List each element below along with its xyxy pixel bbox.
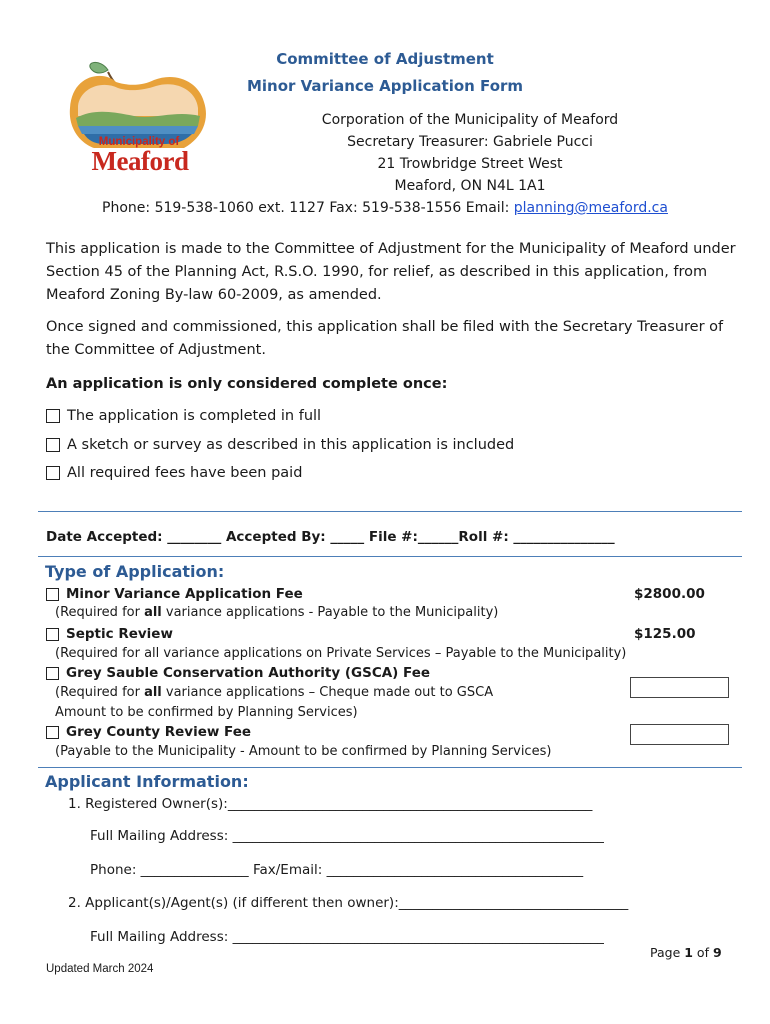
checklist-item-sketch[interactable] [46, 437, 514, 453]
fee-name: Grey County Review Fee [66, 724, 252, 740]
updated-date: Updated March 2024 [46, 963, 154, 975]
agent-mailing-address-field[interactable]: Full Mailing Address: _______________________________________________________ [90, 929, 604, 945]
registered-owner-field[interactable]: 1. Registered Owner(s):______________________________________________________ [68, 796, 593, 812]
contact-line [0, 197, 770, 219]
checkbox[interactable] [46, 409, 60, 423]
fee-gsca[interactable] [46, 665, 430, 681]
page-label: Page [650, 945, 685, 960]
owner-mailing-address-field[interactable]: Full Mailing Address: _______________________________________________________ [90, 828, 604, 844]
form-title-committee: Committee of Adjustment [276, 50, 494, 68]
section-divider [38, 511, 742, 512]
checkbox[interactable] [46, 628, 59, 641]
section-divider [38, 556, 742, 557]
complete-heading: An application is only considered complete once: [46, 376, 448, 392]
section-divider [38, 767, 742, 768]
logo-label-main: Meaford [91, 146, 189, 176]
intro-paragraph-1: This application is made to the Committee of Adjustment for the Municipality of Meaford under Section 45 of the Planning Act, R.S.O. 1990, for relief, as described in this application, from Meaford Zoning By-law 60-2009, as amended. [46, 241, 736, 303]
fee-note-gsca-amount: Amount to be confirmed by Planning Services) [55, 705, 358, 720]
fee-amount-septic: $125.00 [634, 626, 696, 642]
note-text: variance applications – Cheque made out to GSCA [161, 685, 494, 700]
fee-note-gsca [55, 685, 493, 700]
page-current: 1 [684, 945, 693, 960]
checklist-label: A sketch or survey as described in this application is included [67, 437, 515, 453]
fee-name: Minor Variance Application Fee [66, 586, 303, 602]
fee-grey-county[interactable] [46, 724, 251, 740]
grey-county-fee-input[interactable] [630, 724, 729, 745]
checkbox[interactable] [46, 667, 59, 680]
form-title-minor-variance: Minor Variance Application Form [246, 77, 524, 95]
applicant-information-heading: Applicant Information: [45, 772, 249, 791]
fee-note-septic: (Required for all variance applications on Private Services – Payable to the Municipality) [55, 646, 627, 661]
applicant-agent-field[interactable]: 2. Applicant(s)/Agent(s) (if different then owner):__________________________________ [68, 895, 629, 911]
fee-amount-minor-variance: $2800.00 [634, 586, 705, 602]
address-line-2: Secretary Treasurer: Gabriele Pucci [347, 134, 593, 150]
note-bold: all [144, 685, 162, 700]
office-use-line: Date Accepted: ________ Accepted By: _____ File #:______Roll #: _______________ [46, 529, 615, 545]
type-of-application-heading: Type of Application: [45, 562, 225, 581]
gsca-fee-input[interactable] [630, 677, 729, 698]
page-total: 9 [712, 945, 722, 960]
checklist-item-completed[interactable] [46, 408, 321, 424]
logo-label-top: Municipality of [98, 136, 180, 148]
email-link[interactable]: planning@meaford.ca [513, 200, 668, 216]
address-line-3: 21 Trowbridge Street West [377, 156, 563, 172]
checkbox[interactable] [46, 438, 60, 452]
checklist-label: All required fees have been paid [67, 465, 303, 481]
page-number [650, 945, 722, 960]
contact-phone-fax: Phone: 519-538-1060 ext. 1127 Fax: 519-538-1556 Email: [102, 200, 514, 216]
checkbox[interactable] [46, 726, 59, 739]
checkbox[interactable] [46, 588, 59, 601]
note-text: variance applications - Payable to the Municipality) [161, 605, 499, 620]
checklist-item-fees[interactable] [46, 465, 302, 481]
address-line-1: Corporation of the Municipality of Meaford [321, 112, 619, 128]
note-bold: all [144, 605, 162, 620]
checkbox[interactable] [46, 466, 60, 480]
fee-note-minor-variance [55, 605, 498, 620]
phone-fax-email-field[interactable]: Phone: ________________ Fax/Email: ______________________________________ [90, 862, 584, 878]
note-text: (Required for [55, 685, 145, 700]
fee-minor-variance[interactable] [46, 586, 303, 602]
fee-note-grey-county: (Payable to the Municipality - Amount to be confirmed by Planning Services) [55, 744, 552, 759]
fee-name: Septic Review [66, 626, 173, 642]
note-text: (Required for [55, 605, 145, 620]
address-line-4: Meaford, ON N4L 1A1 [394, 178, 546, 194]
fee-name: Grey Sauble Conservation Authority (GSCA) Fee [66, 665, 431, 681]
page-of: of [692, 945, 713, 960]
fee-septic-review[interactable] [46, 626, 173, 642]
intro-paragraph-2: Once signed and commissioned, this application shall be filed with the Secretary Treasurer of the Committee of Adjustment. [46, 319, 724, 358]
checklist-label: The application is completed in full [67, 408, 322, 424]
